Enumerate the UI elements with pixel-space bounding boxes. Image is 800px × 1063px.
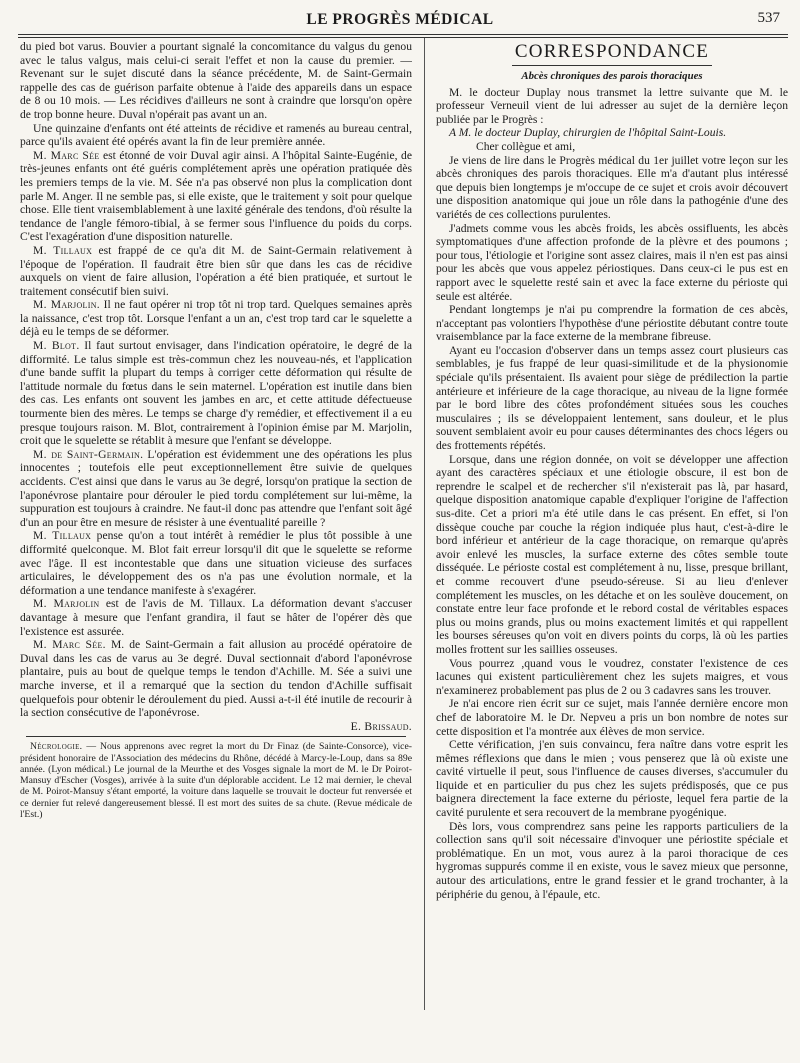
necrology-label: Nécrologie. bbox=[30, 741, 83, 753]
necrology-paragraph bbox=[20, 741, 412, 820]
paragraph: Cette vérification, j'en suis convaincu, fera naître dans votre esprit les mêmes réflexions que dans le mien ; vous penserez que là où existe une cavité virtuelle il peut, sous l'influence de causes diverses, s'accumuler du liquide et en particulier du pus chez les sujets prédisposés, que ce pus baignera directement la face externe du périoste, lequel fera partie de la cavité purulente et sera recouvert de la membrane pyogénique. bbox=[436, 738, 788, 820]
speech bbox=[20, 149, 412, 244]
speech bbox=[20, 597, 412, 638]
necrology-text: — Nous apprenons avec regret la mort du Dr Finaz (de Sainte-Consorce), vice-président honoraire de l'Association des médecins du Rhône, décédé à Marcy-le-Loup, dans sa 89e année. (Lyon médical.) Le journal de la Meurthe et des Vosges signale la mort de M. le Dr Poirot-Mansuy d'Escher (Vosges), arrivée à la suite d'un déplorable accident. Le 12 mai dernier, le cheval de M. Poirot-Mansuy s'étant emporté, la voiture dans laquelle se trouvait le docteur fut renversée et ce dernier fut relevé dangereusement blessé. Il est mort des suites de sa chute. (Revue médicale de l'Est.) bbox=[20, 741, 412, 821]
speech bbox=[20, 529, 412, 597]
speech bbox=[20, 244, 412, 298]
paragraph: du pied bot varus. Bouvier a pourtant signalé la concomitance du valgus du genou avec le talus valgus, mais celui-ci serait l'effet et non la cause du premier. — Revenant sur le sujet discuté dans la séance précédente, M. de Saint-Germain rappelle des cas de guérison parfaite obtenue à l'aide des appareils dans un espace de 8 ou 10 mois. — Les récidives d'ailleurs ne sont à craindre que lorsqu'on opère de trop bonne heure. Duval n'opérait pas avant un an. bbox=[20, 40, 412, 121]
speech bbox=[20, 448, 412, 530]
speaker: M. Tillaux bbox=[33, 243, 93, 257]
speech-text: est étonné de voir Duval agir ainsi. A l'hôpital Sainte-Eugénie, de très-jeunes enfants ont été guéris complétement après une opération pratiquée dès les premiers temps de la vie. M. Sée n'a pas observé non plus la complication dont parle M. Anger. Il ne semble pas, si elle existe, que le traitement y soit pour quelque chose. Elle tient vraisemblablement à une laxité générale des tendons, d'où résulte la tendance de l'angle fémoro-tibial, à se fermer sous l'influence du poids du corps. C'est l'exagération d'une disposition naturelle. bbox=[20, 148, 412, 244]
paragraph: Je viens de lire dans le Progrès médical du 1er juillet votre leçon sur les abcès chroniques des parois thoraciques. Elle m'a d'autant plus intéressé que depuis bien longtemps je m'occupe de ce sujet et crois avoir découvert une disposition anatomique qui joue un rôle dans la pathogénie d'une des variétés de ces collections purulentes. bbox=[436, 153, 788, 221]
speech-text: est frappé de ce qu'a dit M. de Saint-Germain relativement à l'époque de l'opération. Il faudrait être bien sûr que dans les cas de récidive auxquels on vient de faire allusion, l'opération a été bien pratiquée, et surtout le traitement consécutif bien suivi. bbox=[20, 243, 412, 298]
page-number: 537 bbox=[757, 10, 780, 26]
speech bbox=[20, 298, 412, 339]
intro-paragraph: M. le docteur Duplay nous transmet la lettre suivante que M. le professeur Verneuil vient de lui adresser au sujet de la dernière leçon publiée par le Progrès : bbox=[436, 85, 788, 126]
speech bbox=[20, 638, 412, 720]
paragraph: Ayant eu l'occasion d'observer dans un temps assez court plusieurs cas semblables, je fus frappé de leur quasi-similitude et de la physionomie spéciale qu'ils présentaient. Ils avaient pour siège de prédilection la partie antérieure et inférieure de la cage thoracique, au niveau de la ligne formée par le bord libre des côtes profondément situées sous les couches musculaires ; ils se développaient lentement, sans douleur, et le plus souvent semblaient avoir eu pour causes déterminantes des chocs légers ou des frottements répétés. bbox=[436, 343, 788, 453]
letter-salutation: Cher collègue et ami, bbox=[476, 139, 576, 153]
journal-title: LE PROGRÈS MÉDICAL bbox=[306, 11, 494, 28]
column-divider bbox=[424, 38, 425, 1010]
speech-text: est de l'avis de M. Tillaux. La déformation devant s'accuser davantage à mesure que l'enfant grandira, il faut se hâter de l'opérer dès que l'existence est assurée. bbox=[20, 597, 412, 638]
running-head bbox=[18, 8, 782, 30]
speech-text: L'opération est évidemment une des opérations les plus innocentes ; toutefois elle peut exceptionnellement être suivie de quelques accidents. C'est ainsi que dans le varus au 3e degré, lorsqu'on pratique la section de l'aponévrose plantaire pour dérouler le pied tordu complétement sur lui-même, la suppuration est toujours à craindre. Ne faut-il donc pas attendre que l'enfant soit âgé d'un an pour être en mesure de résister à une éventualité pareille ? bbox=[20, 447, 412, 529]
right-column bbox=[436, 40, 788, 1040]
title-rule bbox=[512, 65, 712, 66]
paragraph: Lorsque, dans une région donnée, on voit se développer une affection ayant des caractères spéciaux et une étiologie obscure, il est bon de reprendre le scalpel et de rechercher s'il n'existerait pas là, par hasard, quelque disposition anatomique capable d'expliquer l'origine de l'affection sus-dite. Cet a priori m'a été utile dans le cas présent. En effet, si l'on dissèque couche par couche la région indiquée plus haut, c'est-à-dire le bord inférieur et antérieur de la cage thoracique, on remarque qu'après avoir enlevé les muscles, la surface externe des côtes semble toute disséquée. Le périoste costal est complétement à nu, lisse, presque brillant, et comme recouvert d'une pseudo-séreuse. Si au lieu d'enlever complétement les muscles, on les détache et on les soulève doucement, on constate entre leur face profonde et le rebord costal de véritables espaces plus ou moins grands, plus ou moins exactement limités et qui rappellent les bourses séreuses qu'on voit en divers points du corps, là où les parties molles frottent sur les saillies osseuses. bbox=[436, 452, 788, 656]
speaker: M. Marc Sée bbox=[33, 148, 100, 162]
speech-text: M. de Saint-Germain a fait allusion au procédé opératoire de Duval dans les cas de varus au 3e degré. Duval sectionnait d'abord l'aponévrose plantaire, puis au bout de quelque temps le tendon d'Achille. M. Sée a suivi une marche inverse, et il a remarqué que la section du tendon d'Achille suffisait quelquefois pour obtenir le déroulement du pied. Aussi a-t-il été inutile de recourir à la section consécutive de l'aponévrose. bbox=[20, 638, 412, 720]
paragraph: Je n'ai encore rien écrit sur ce sujet, mais l'année dernière encore mon chef de laboratoire M. le Dr. Nepveu a pris un bon nombre de notes sur cette disposition et l'a montrée aux élèves de mon service. bbox=[436, 697, 788, 738]
left-column bbox=[20, 40, 412, 1040]
speaker: M. Marc Sée. bbox=[33, 638, 106, 652]
speaker: M. Marjolin. bbox=[33, 298, 100, 312]
necrology-notice bbox=[20, 741, 412, 820]
speaker: M. Tillaux bbox=[33, 529, 92, 543]
header-rule bbox=[18, 34, 788, 38]
signature: E. Brissaud. bbox=[350, 719, 412, 733]
speaker: M. Blot. bbox=[33, 339, 80, 353]
section-title: CORRESPONDANCE bbox=[514, 41, 710, 62]
paragraph: Pendant longtemps je n'ai pu comprendre la formation de ces abcès, n'acceptant pas volontiers l'hypothèse d'une périostite débutant contre toute vraisemblance par la face externe de la membrane fibreuse. bbox=[436, 303, 788, 344]
speaker: M. de Saint-Germain. bbox=[33, 447, 144, 461]
paragraph: Une quinzaine d'enfants ont été atteints de récidive et ramenés au bureau central, parce qu'ils avaient été opérés avant la fin de leur première année. bbox=[20, 121, 412, 149]
speech bbox=[20, 339, 412, 448]
paragraph: Vous pourrez ,quand vous le voudrez, constater l'existence de ces lacunes qui existent particulièrement chez les sujets maigres, et vous n'examinerez probablement pas plus de 2 ou 3 cadavres sans les trouver. bbox=[436, 656, 788, 697]
paragraph: J'admets comme vous les abcès froids, les abcès ossifluents, les abcès symptomatiques d'une affection profonde de la plèvre et des poumons ; pour tous, l'étiologie et l'origine sont assez claires, mais il n'en est pas ainsi pour les abcès que vous appelez périostiques. Dans ceux-ci le pus est en rapport avec le squelette resté sain et avec la face externe du périoste qui seule est altérée. bbox=[436, 221, 788, 303]
speech-text: pense qu'on a tout intérêt à remédier le plus tôt possible à une difformité quelconque. M. Blot fait erreur lorsqu'il dit que le squelette se reforme avec l'âge. Il est incontestable que dans une situation vicieuse des surfaces articulaires, le développement des os n'a pas une évolution normale, et la déformation a une tendance manifeste à s'exagérer. bbox=[20, 529, 412, 597]
section-rule bbox=[26, 736, 406, 737]
speech-text: Il faut surtout envisager, dans l'indication opératoire, le degré de la difformité. Le talus simple est très-commun chez les nouveau-nés, et l'application d'une bande suffit la plupart du temps à corriger cette déformation qui résulte de l'attitude normale du fœtus dans le sein maternel. L'opération est inutile dans bien des cas. Les enfants ont souvent les jambes en arc, et cette attitude défectueuse tourmente bien des mères. Le temps se charge d'y remédier, et effectivement il a eu presque toujours raison. M. Blot, contrairement à l'opinion émise par M. Marjolin, croit que le squelette se rétablit à mesure que l'enfant se développe. bbox=[20, 339, 412, 448]
speech-text: Il ne faut opérer ni trop tôt ni trop tard. Quelques semaines après la naissance, c'est trop tôt. Lorsque l'enfant a un an, c'est trop tard car le squelette a déjà eu le temps de se déformer. bbox=[20, 298, 412, 339]
letter-address: A M. le docteur Duplay, chirurgien de l'hôpital Saint-Louis. bbox=[449, 126, 727, 140]
speaker: M. Marjolin bbox=[33, 597, 100, 611]
paragraph: Dès lors, vous comprendrez sans peine les rapports particuliers de la collection sans qu'il soit nécessaire d'invoquer une périostite spéciale et problématique. En un mot, vous aurez à la paroi thoracique de ces hygromas suppurés comme il en existe, vous le savez mieux que personne, autour des articulations, entre le grand fessier et le grand trochanter, à la périphérie du genou, à l'épaule, etc. bbox=[436, 819, 788, 901]
article-subtitle: Abcès chroniques des parois thoraciques bbox=[521, 70, 703, 82]
